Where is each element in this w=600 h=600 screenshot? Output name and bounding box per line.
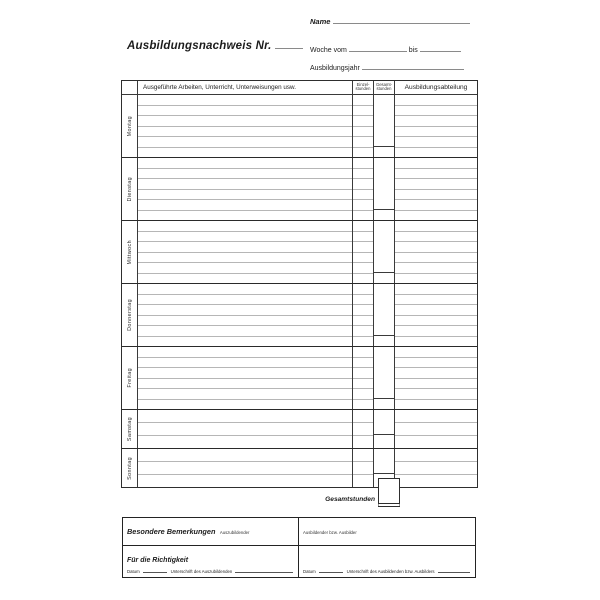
department-row bbox=[395, 347, 477, 358]
week-from-line bbox=[349, 44, 407, 52]
grand-total-label: Gesamtstunden bbox=[325, 496, 375, 503]
department-row bbox=[395, 263, 477, 274]
day-block-6 bbox=[122, 409, 477, 448]
signature-section bbox=[122, 517, 476, 578]
day-total-box bbox=[374, 209, 394, 220]
single-hours-row bbox=[353, 127, 373, 138]
date-line bbox=[319, 567, 343, 573]
work-entry-row bbox=[138, 284, 352, 295]
work-entry-cell bbox=[138, 410, 353, 448]
department-row bbox=[395, 169, 477, 180]
work-entry-row bbox=[138, 436, 352, 448]
work-entry-row bbox=[138, 326, 352, 337]
single-hours-row bbox=[353, 179, 373, 190]
department-row bbox=[395, 200, 477, 211]
department-cell bbox=[395, 158, 477, 220]
work-entry-cell bbox=[138, 95, 353, 157]
department-row bbox=[395, 295, 477, 306]
trainer-remarks-cell bbox=[299, 518, 475, 545]
department-row bbox=[395, 337, 477, 347]
date-label: Datum bbox=[127, 569, 140, 574]
single-hours-row bbox=[353, 232, 373, 243]
single-hours-row bbox=[353, 379, 373, 390]
total-hours-cell bbox=[374, 221, 395, 283]
single-hours-row bbox=[353, 347, 373, 358]
single-hours-cell bbox=[353, 449, 374, 487]
single-hours-row bbox=[353, 106, 373, 117]
total-hours-spacer bbox=[374, 449, 394, 473]
day-label: Mittwoch bbox=[126, 239, 133, 265]
trainee-label: Auszubildender bbox=[219, 530, 250, 535]
work-entry-row bbox=[138, 190, 352, 201]
total-hours-cell bbox=[374, 158, 395, 220]
work-entry-row bbox=[138, 200, 352, 211]
department-row bbox=[395, 95, 477, 106]
week-field bbox=[310, 44, 461, 54]
training-year-field bbox=[310, 62, 464, 72]
day-label: Freitag bbox=[126, 368, 133, 388]
day-cell bbox=[122, 95, 138, 157]
trainer-label: Ausbildender bzw. Ausbilder bbox=[303, 530, 357, 535]
day-total-box bbox=[374, 434, 394, 448]
correctness-label: Für die Richtigkeit bbox=[127, 557, 189, 564]
work-entry-row bbox=[138, 316, 352, 327]
department-row bbox=[395, 190, 477, 201]
work-column-header: Ausgeführte Arbeiten, Unterricht, Unterweisungen usw. bbox=[138, 81, 353, 94]
department-cell bbox=[395, 95, 477, 157]
day-block-5 bbox=[122, 346, 477, 409]
work-entry-row bbox=[138, 305, 352, 316]
total-hours-column-header: Gesamt-stunden bbox=[374, 81, 395, 94]
work-entry-row bbox=[138, 116, 352, 127]
name-label: Name bbox=[310, 17, 331, 26]
single-hours-row bbox=[353, 211, 373, 221]
day-label: Dienstag bbox=[126, 176, 133, 202]
single-hours-row bbox=[353, 462, 373, 475]
single-hours-row bbox=[353, 253, 373, 264]
day-total-box bbox=[374, 146, 394, 157]
week-from-label: Woche vom bbox=[310, 47, 347, 54]
total-hours-spacer bbox=[374, 158, 394, 209]
work-entry-row bbox=[138, 221, 352, 232]
grand-total-box bbox=[378, 478, 400, 507]
department-row bbox=[395, 148, 477, 158]
single-hours-row bbox=[353, 274, 373, 284]
total-hours-cell bbox=[374, 347, 395, 409]
work-entry-row bbox=[138, 179, 352, 190]
department-row bbox=[395, 221, 477, 232]
work-entry-cell bbox=[138, 221, 353, 283]
work-entry-row bbox=[138, 337, 352, 347]
trainee-signature-line-row bbox=[127, 567, 293, 574]
department-cell bbox=[395, 449, 477, 487]
department-row bbox=[395, 389, 477, 400]
single-hours-row bbox=[353, 295, 373, 306]
work-entry-row bbox=[138, 368, 352, 379]
single-hours-row bbox=[353, 242, 373, 253]
weekly-record-table bbox=[121, 80, 478, 488]
day-label: Montag bbox=[126, 115, 133, 137]
work-entry-row bbox=[138, 211, 352, 221]
single-hours-cell bbox=[353, 95, 374, 157]
single-hours-row bbox=[353, 169, 373, 180]
day-total-box bbox=[374, 335, 394, 346]
work-entry-cell bbox=[138, 158, 353, 220]
date-label: Datum bbox=[303, 569, 316, 574]
day-cell bbox=[122, 410, 138, 448]
day-block-3 bbox=[122, 220, 477, 283]
table-header-row bbox=[122, 81, 477, 95]
work-entry-row bbox=[138, 462, 352, 475]
form-title bbox=[127, 40, 303, 52]
trainee-signature-line bbox=[235, 567, 293, 573]
single-hours-row bbox=[353, 337, 373, 347]
single-hours-row bbox=[353, 475, 373, 487]
total-hours-spacer bbox=[374, 347, 394, 398]
department-row bbox=[395, 127, 477, 138]
department-row bbox=[395, 449, 477, 462]
total-hours-cell bbox=[374, 410, 395, 448]
department-column-header: Ausbildungsabteilung bbox=[404, 84, 468, 91]
single-hours-row bbox=[353, 221, 373, 232]
department-row bbox=[395, 462, 477, 475]
single-hours-cell bbox=[353, 410, 374, 448]
single-hours-cell bbox=[353, 347, 374, 409]
day-block-4 bbox=[122, 283, 477, 346]
trainer-signature-line-row bbox=[303, 567, 470, 574]
day-block-7 bbox=[122, 448, 477, 487]
day-cell bbox=[122, 221, 138, 283]
single-hours-row bbox=[353, 284, 373, 295]
day-label: Samstag bbox=[126, 416, 133, 442]
day-block-1 bbox=[122, 95, 477, 157]
single-hours-cell bbox=[353, 284, 374, 346]
work-entry-row bbox=[138, 263, 352, 274]
department-row bbox=[395, 326, 477, 337]
single-hours-row bbox=[353, 148, 373, 158]
single-hours-row bbox=[353, 200, 373, 211]
total-hours-spacer bbox=[374, 284, 394, 335]
work-entry-row bbox=[138, 158, 352, 169]
trainer-signature-line bbox=[438, 567, 470, 573]
form-number-line bbox=[275, 41, 303, 49]
day-total-box bbox=[374, 398, 394, 409]
department-cell bbox=[395, 221, 477, 283]
single-hours-row bbox=[353, 423, 373, 436]
department-row bbox=[395, 284, 477, 295]
day-cell bbox=[122, 284, 138, 346]
form-title-text: Ausbildungsnachweis Nr. bbox=[127, 40, 272, 52]
work-entry-row bbox=[138, 295, 352, 306]
work-entry-row bbox=[138, 347, 352, 358]
department-row bbox=[395, 316, 477, 327]
single-hours-row bbox=[353, 263, 373, 274]
week-to-line bbox=[420, 44, 461, 52]
correctness-row bbox=[123, 546, 475, 577]
day-column-header bbox=[122, 81, 138, 94]
work-entry-row bbox=[138, 148, 352, 158]
department-cell bbox=[395, 410, 477, 448]
department-row bbox=[395, 274, 477, 284]
single-hours-row bbox=[353, 410, 373, 423]
department-row bbox=[395, 106, 477, 117]
work-entry-row bbox=[138, 389, 352, 400]
department-row bbox=[395, 475, 477, 487]
table-body bbox=[122, 95, 477, 487]
department-row bbox=[395, 379, 477, 390]
total-hours-spacer bbox=[374, 410, 394, 434]
trainer-signature-cell bbox=[299, 546, 475, 577]
training-year-line bbox=[362, 62, 464, 70]
day-label: Donnerstag bbox=[126, 299, 133, 331]
department-row bbox=[395, 368, 477, 379]
single-hours-row bbox=[353, 95, 373, 106]
single-hours-cell bbox=[353, 158, 374, 220]
day-cell bbox=[122, 347, 138, 409]
department-row bbox=[395, 137, 477, 148]
day-cell bbox=[122, 449, 138, 487]
total-hours-spacer bbox=[374, 95, 394, 146]
single-hours-cell bbox=[353, 221, 374, 283]
training-year-label: Ausbildungsjahr bbox=[310, 65, 360, 72]
department-row bbox=[395, 400, 477, 410]
department-row bbox=[395, 232, 477, 243]
work-entry-row bbox=[138, 410, 352, 423]
remarks-label: Besondere Bemerkungen bbox=[127, 527, 216, 536]
single-hours-row bbox=[353, 158, 373, 169]
total-hours-spacer bbox=[374, 221, 394, 272]
day-cell bbox=[122, 158, 138, 220]
name-field bbox=[310, 16, 470, 26]
total-hours-cell bbox=[374, 284, 395, 346]
department-row bbox=[395, 305, 477, 316]
single-hours-column-header: Einzel-stunden bbox=[353, 81, 374, 94]
single-hours-row bbox=[353, 116, 373, 127]
single-hours-row bbox=[353, 137, 373, 148]
week-to-label: bis bbox=[408, 47, 418, 54]
trainee-signature-label: Unterschrift des Auszubildenden bbox=[170, 569, 233, 574]
remarks-cell bbox=[123, 518, 299, 545]
work-entry-row bbox=[138, 137, 352, 148]
name-line bbox=[333, 16, 470, 24]
trainee-signature-cell bbox=[123, 546, 299, 577]
single-hours-row bbox=[353, 316, 373, 327]
total-hours-cell bbox=[374, 95, 395, 157]
single-hours-row bbox=[353, 389, 373, 400]
work-entry-row bbox=[138, 127, 352, 138]
department-cell bbox=[395, 347, 477, 409]
department-row bbox=[395, 253, 477, 264]
department-row bbox=[395, 158, 477, 169]
work-entry-row bbox=[138, 169, 352, 180]
department-row bbox=[395, 116, 477, 127]
department-cell bbox=[395, 284, 477, 346]
department-row bbox=[395, 423, 477, 436]
department-row bbox=[395, 211, 477, 221]
work-entry-row bbox=[138, 358, 352, 369]
day-block-2 bbox=[122, 157, 477, 220]
work-entry-cell bbox=[138, 449, 353, 487]
single-hours-row bbox=[353, 358, 373, 369]
date-line bbox=[143, 567, 167, 573]
single-hours-row bbox=[353, 368, 373, 379]
department-row bbox=[395, 410, 477, 423]
work-entry-row bbox=[138, 379, 352, 390]
work-entry-row bbox=[138, 95, 352, 106]
single-hours-row bbox=[353, 305, 373, 316]
work-entry-row bbox=[138, 400, 352, 410]
trainer-signature-label: Unterschrift des Ausbildenden bzw. Ausbilders bbox=[346, 569, 435, 574]
department-row bbox=[395, 358, 477, 369]
department-row bbox=[395, 179, 477, 190]
work-entry-row bbox=[138, 242, 352, 253]
work-entry-row bbox=[138, 232, 352, 243]
single-hours-row bbox=[353, 190, 373, 201]
work-entry-cell bbox=[138, 284, 353, 346]
single-hours-row bbox=[353, 400, 373, 410]
department-row bbox=[395, 242, 477, 253]
work-entry-row bbox=[138, 253, 352, 264]
single-hours-row bbox=[353, 436, 373, 448]
work-entry-row bbox=[138, 106, 352, 117]
day-total-box bbox=[374, 272, 394, 283]
work-entry-row bbox=[138, 475, 352, 487]
work-entry-row bbox=[138, 274, 352, 284]
day-label: Sonntag bbox=[126, 456, 133, 480]
department-row bbox=[395, 436, 477, 448]
work-entry-cell bbox=[138, 347, 353, 409]
remarks-row bbox=[123, 518, 475, 546]
work-entry-row bbox=[138, 423, 352, 436]
single-hours-row bbox=[353, 326, 373, 337]
single-hours-row bbox=[353, 449, 373, 462]
work-entry-row bbox=[138, 449, 352, 462]
